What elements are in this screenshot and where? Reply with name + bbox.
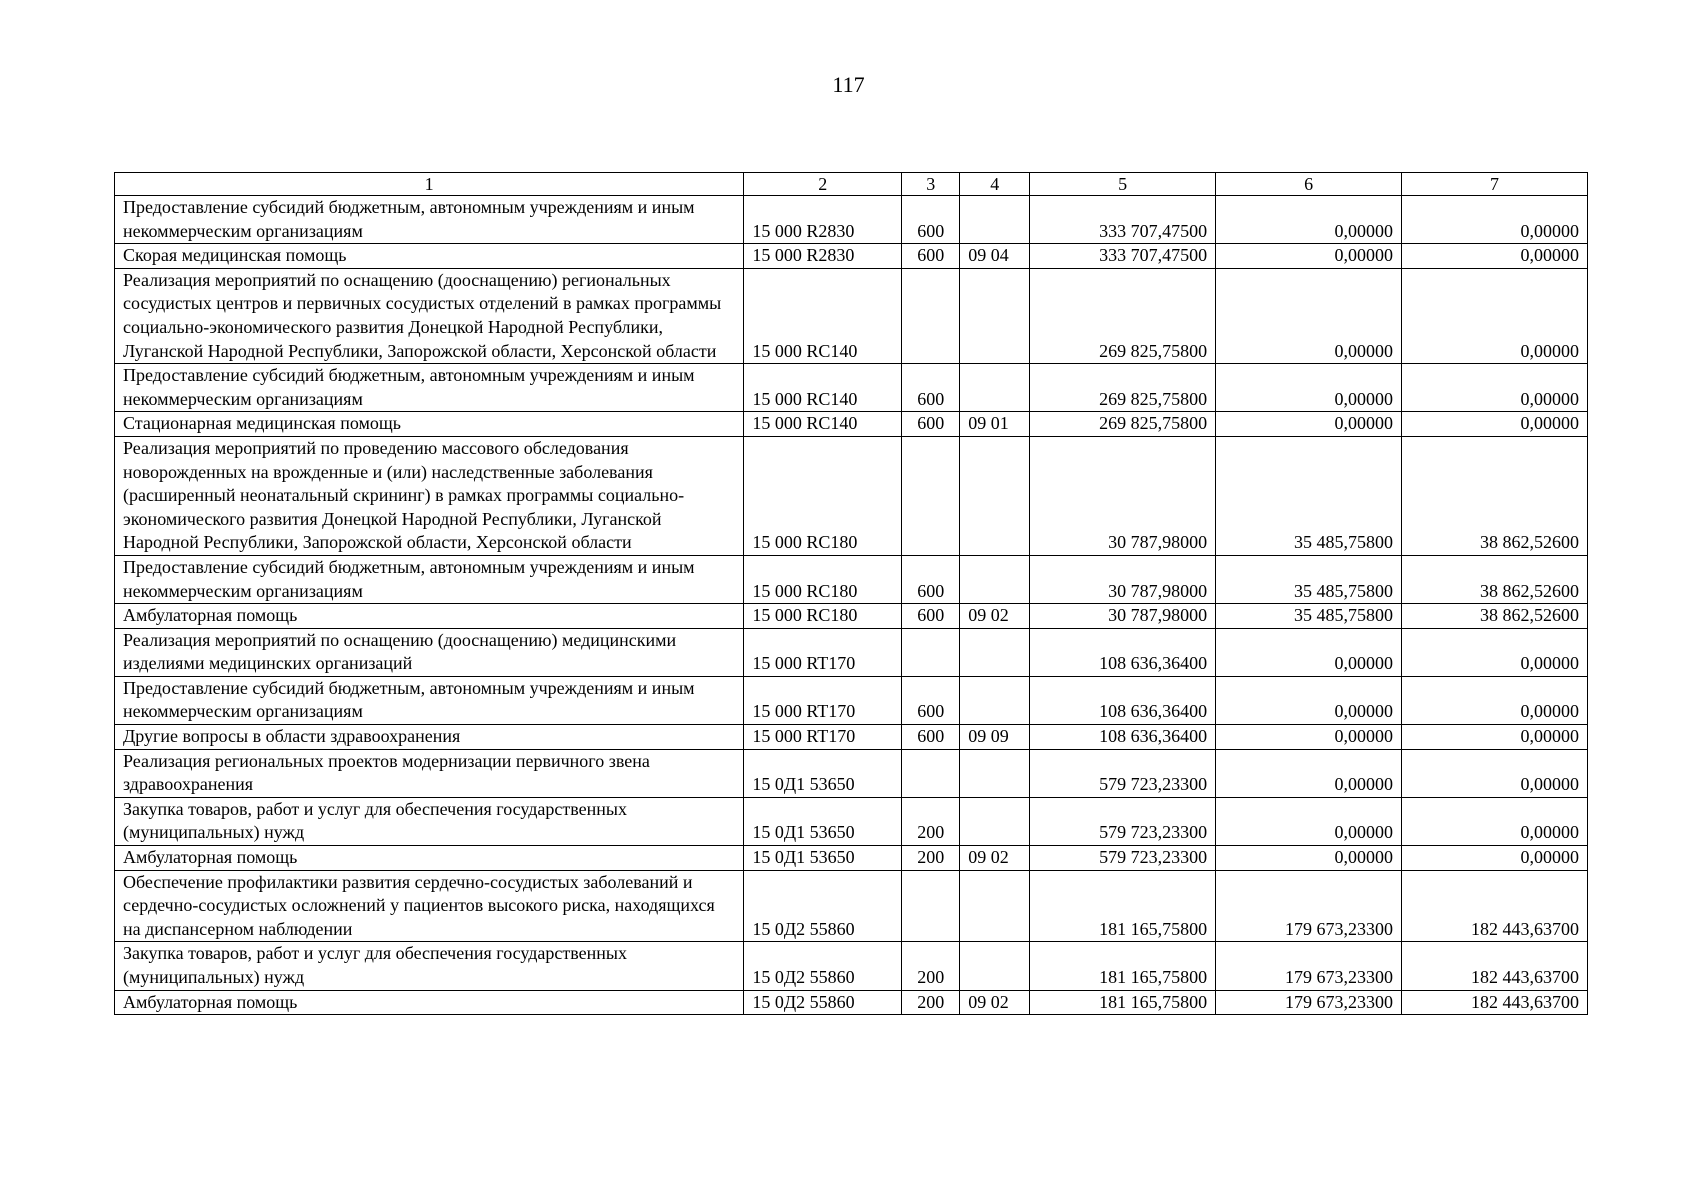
amount-col7-cell: 182 443,63700 [1402, 870, 1588, 942]
amount-col5-cell: 269 825,75800 [1030, 412, 1216, 437]
target-code-cell: 15 000 R2830 [744, 196, 902, 244]
table-row [115, 604, 1588, 629]
table-row [115, 676, 1588, 724]
amount-col5-cell: 333 707,47500 [1030, 244, 1216, 269]
row-name-cell: Обеспечение профилактики развития сердечно-сосудистых заболеваний и сердечно-сосудистых осложнений у пациентов высокого риска, находящихся на диспансерном наблюдении [115, 870, 744, 942]
amount-col7-cell: 0,00000 [1402, 676, 1588, 724]
amount-col6-cell: 179 673,23300 [1216, 870, 1402, 942]
section-code-cell [960, 749, 1030, 797]
row-name-cell: Реализация мероприятий по проведению массового обследования новорожденных на врожденные и (или) наследственные заболевания (расширенный неонатальный скрининг) в рамках программы социально-экономического развития Донецкой Народной Республики, Луганской Народной Республики, Запорожской области, Херсонской области [115, 436, 744, 555]
amount-col6-cell: 0,00000 [1216, 749, 1402, 797]
amount-col7-cell: 0,00000 [1402, 725, 1588, 750]
row-name-cell: Закупка товаров, работ и услуг для обеспечения государственных (муниципальных) нужд [115, 942, 744, 990]
target-code-cell: 15 0Д2 55860 [744, 870, 902, 942]
table-body [115, 196, 1588, 1015]
row-name-cell: Предоставление субсидий бюджетным, автономным учреждениям и иным некоммерческим организациям [115, 676, 744, 724]
amount-col5-cell: 269 825,75800 [1030, 364, 1216, 412]
target-code-cell: 15 0Д1 53650 [744, 797, 902, 845]
target-code-cell: 15 000 RT170 [744, 725, 902, 750]
expense-type-cell: 600 [902, 196, 960, 244]
amount-col7-cell: 182 443,63700 [1402, 990, 1588, 1015]
row-name-cell: Скорая медицинская помощь [115, 244, 744, 269]
column-header: 6 [1216, 173, 1402, 196]
expense-type-cell: 200 [902, 846, 960, 871]
row-name-cell: Реализация мероприятий по оснащению (дооснащению) региональных сосудистых центров и первичных сосудистых отделений в рамках программы социально-экономического развития Донецкой Народной Республики, Луганской Народной Республики, Запорожской области, Херсонской области [115, 268, 744, 363]
target-code-cell: 15 000 R2830 [744, 244, 902, 269]
amount-col5-cell: 181 165,75800 [1030, 870, 1216, 942]
target-code-cell: 15 0Д2 55860 [744, 942, 902, 990]
amount-col5-cell: 579 723,23300 [1030, 797, 1216, 845]
column-header: 3 [902, 173, 960, 196]
expense-type-cell [902, 628, 960, 676]
expense-type-cell: 600 [902, 412, 960, 437]
section-code-cell [960, 268, 1030, 363]
table-row [115, 364, 1588, 412]
amount-col5-cell: 269 825,75800 [1030, 268, 1216, 363]
row-name-cell: Амбулаторная помощь [115, 990, 744, 1015]
amount-col5-cell: 579 723,23300 [1030, 749, 1216, 797]
expense-type-cell: 200 [902, 990, 960, 1015]
amount-col6-cell: 35 485,75800 [1216, 555, 1402, 603]
table-row [115, 196, 1588, 244]
row-name-cell: Стационарная медицинская помощь [115, 412, 744, 437]
amount-col7-cell: 0,00000 [1402, 846, 1588, 871]
section-code-cell: 09 02 [960, 990, 1030, 1015]
table-row [115, 942, 1588, 990]
amount-col6-cell: 0,00000 [1216, 846, 1402, 871]
row-name-cell: Амбулаторная помощь [115, 846, 744, 871]
row-name-cell: Закупка товаров, работ и услуг для обеспечения государственных (муниципальных) нужд [115, 797, 744, 845]
section-code-cell [960, 364, 1030, 412]
amount-col7-cell: 0,00000 [1402, 628, 1588, 676]
amount-col5-cell: 30 787,98000 [1030, 555, 1216, 603]
amount-col6-cell: 0,00000 [1216, 412, 1402, 437]
section-code-cell: 09 02 [960, 846, 1030, 871]
amount-col5-cell: 181 165,75800 [1030, 990, 1216, 1015]
table-header-row [115, 173, 1588, 196]
section-code-cell [960, 676, 1030, 724]
expense-type-cell [902, 870, 960, 942]
table-row [115, 436, 1588, 555]
row-name-cell: Амбулаторная помощь [115, 604, 744, 629]
amount-col7-cell: 182 443,63700 [1402, 942, 1588, 990]
amount-col5-cell: 333 707,47500 [1030, 196, 1216, 244]
column-header: 7 [1402, 173, 1588, 196]
expense-type-cell: 600 [902, 244, 960, 269]
column-header: 5 [1030, 173, 1216, 196]
amount-col7-cell: 0,00000 [1402, 797, 1588, 845]
target-code-cell: 15 000 RT170 [744, 628, 902, 676]
section-code-cell [960, 436, 1030, 555]
target-code-cell: 15 0Д2 55860 [744, 990, 902, 1015]
row-name-cell: Предоставление субсидий бюджетным, автономным учреждениям и иным некоммерческим организациям [115, 364, 744, 412]
amount-col6-cell: 0,00000 [1216, 364, 1402, 412]
column-header: 2 [744, 173, 902, 196]
section-code-cell [960, 870, 1030, 942]
row-name-cell: Реализация региональных проектов модернизации первичного звена здравоохранения [115, 749, 744, 797]
column-header: 4 [960, 173, 1030, 196]
amount-col7-cell: 0,00000 [1402, 412, 1588, 437]
amount-col6-cell: 0,00000 [1216, 725, 1402, 750]
amount-col6-cell: 35 485,75800 [1216, 604, 1402, 629]
budget-table [114, 172, 1588, 1015]
amount-col6-cell: 0,00000 [1216, 196, 1402, 244]
row-name-cell: Предоставление субсидий бюджетным, автономным учреждениям и иным некоммерческим организациям [115, 555, 744, 603]
section-code-cell: 09 02 [960, 604, 1030, 629]
table-row [115, 412, 1588, 437]
table-row [115, 628, 1588, 676]
row-name-cell: Реализация мероприятий по оснащению (дооснащению) медицинскими изделиями медицинских организаций [115, 628, 744, 676]
expense-type-cell [902, 749, 960, 797]
amount-col7-cell: 38 862,52600 [1402, 604, 1588, 629]
section-code-cell [960, 628, 1030, 676]
expense-type-cell: 600 [902, 604, 960, 629]
amount-col5-cell: 108 636,36400 [1030, 725, 1216, 750]
target-code-cell: 15 000 RC140 [744, 268, 902, 363]
section-code-cell: 09 09 [960, 725, 1030, 750]
target-code-cell: 15 000 RC180 [744, 436, 902, 555]
table-row [115, 846, 1588, 871]
section-code-cell [960, 555, 1030, 603]
amount-col5-cell: 108 636,36400 [1030, 628, 1216, 676]
amount-col7-cell: 0,00000 [1402, 364, 1588, 412]
column-header: 1 [115, 173, 744, 196]
row-name-cell: Другие вопросы в области здравоохранения [115, 725, 744, 750]
amount-col6-cell: 0,00000 [1216, 268, 1402, 363]
amount-col6-cell: 179 673,23300 [1216, 942, 1402, 990]
section-code-cell [960, 942, 1030, 990]
target-code-cell: 15 000 RT170 [744, 676, 902, 724]
expense-type-cell: 200 [902, 942, 960, 990]
amount-col7-cell: 38 862,52600 [1402, 436, 1588, 555]
table-row [115, 990, 1588, 1015]
amount-col6-cell: 35 485,75800 [1216, 436, 1402, 555]
section-code-cell [960, 797, 1030, 845]
target-code-cell: 15 0Д1 53650 [744, 749, 902, 797]
table-row [115, 870, 1588, 942]
target-code-cell: 15 0Д1 53650 [744, 846, 902, 871]
amount-col6-cell: 0,00000 [1216, 797, 1402, 845]
row-name-cell: Предоставление субсидий бюджетным, автономным учреждениям и иным некоммерческим организациям [115, 196, 744, 244]
table-row [115, 725, 1588, 750]
table-row [115, 244, 1588, 269]
amount-col5-cell: 30 787,98000 [1030, 604, 1216, 629]
table-row [115, 797, 1588, 845]
target-code-cell: 15 000 RC180 [744, 555, 902, 603]
expense-type-cell [902, 268, 960, 363]
amount-col5-cell: 181 165,75800 [1030, 942, 1216, 990]
amount-col7-cell: 38 862,52600 [1402, 555, 1588, 603]
section-code-cell [960, 196, 1030, 244]
section-code-cell: 09 01 [960, 412, 1030, 437]
section-code-cell: 09 04 [960, 244, 1030, 269]
expense-type-cell: 600 [902, 364, 960, 412]
amount-col5-cell: 579 723,23300 [1030, 846, 1216, 871]
expense-type-cell: 600 [902, 555, 960, 603]
amount-col6-cell: 0,00000 [1216, 628, 1402, 676]
amount-col7-cell: 0,00000 [1402, 749, 1588, 797]
target-code-cell: 15 000 RC140 [744, 412, 902, 437]
amount-col7-cell: 0,00000 [1402, 268, 1588, 363]
expense-type-cell: 600 [902, 676, 960, 724]
target-code-cell: 15 000 RC180 [744, 604, 902, 629]
amount-col7-cell: 0,00000 [1402, 196, 1588, 244]
amount-col5-cell: 108 636,36400 [1030, 676, 1216, 724]
amount-col7-cell: 0,00000 [1402, 244, 1588, 269]
table-row [115, 749, 1588, 797]
amount-col6-cell: 0,00000 [1216, 676, 1402, 724]
expense-type-cell: 600 [902, 725, 960, 750]
page-number: 117 [832, 72, 865, 97]
table-row [115, 268, 1588, 363]
amount-col6-cell: 0,00000 [1216, 244, 1402, 269]
table-row [115, 555, 1588, 603]
amount-col6-cell: 179 673,23300 [1216, 990, 1402, 1015]
amount-col5-cell: 30 787,98000 [1030, 436, 1216, 555]
expense-type-cell: 200 [902, 797, 960, 845]
expense-type-cell [902, 436, 960, 555]
target-code-cell: 15 000 RC140 [744, 364, 902, 412]
